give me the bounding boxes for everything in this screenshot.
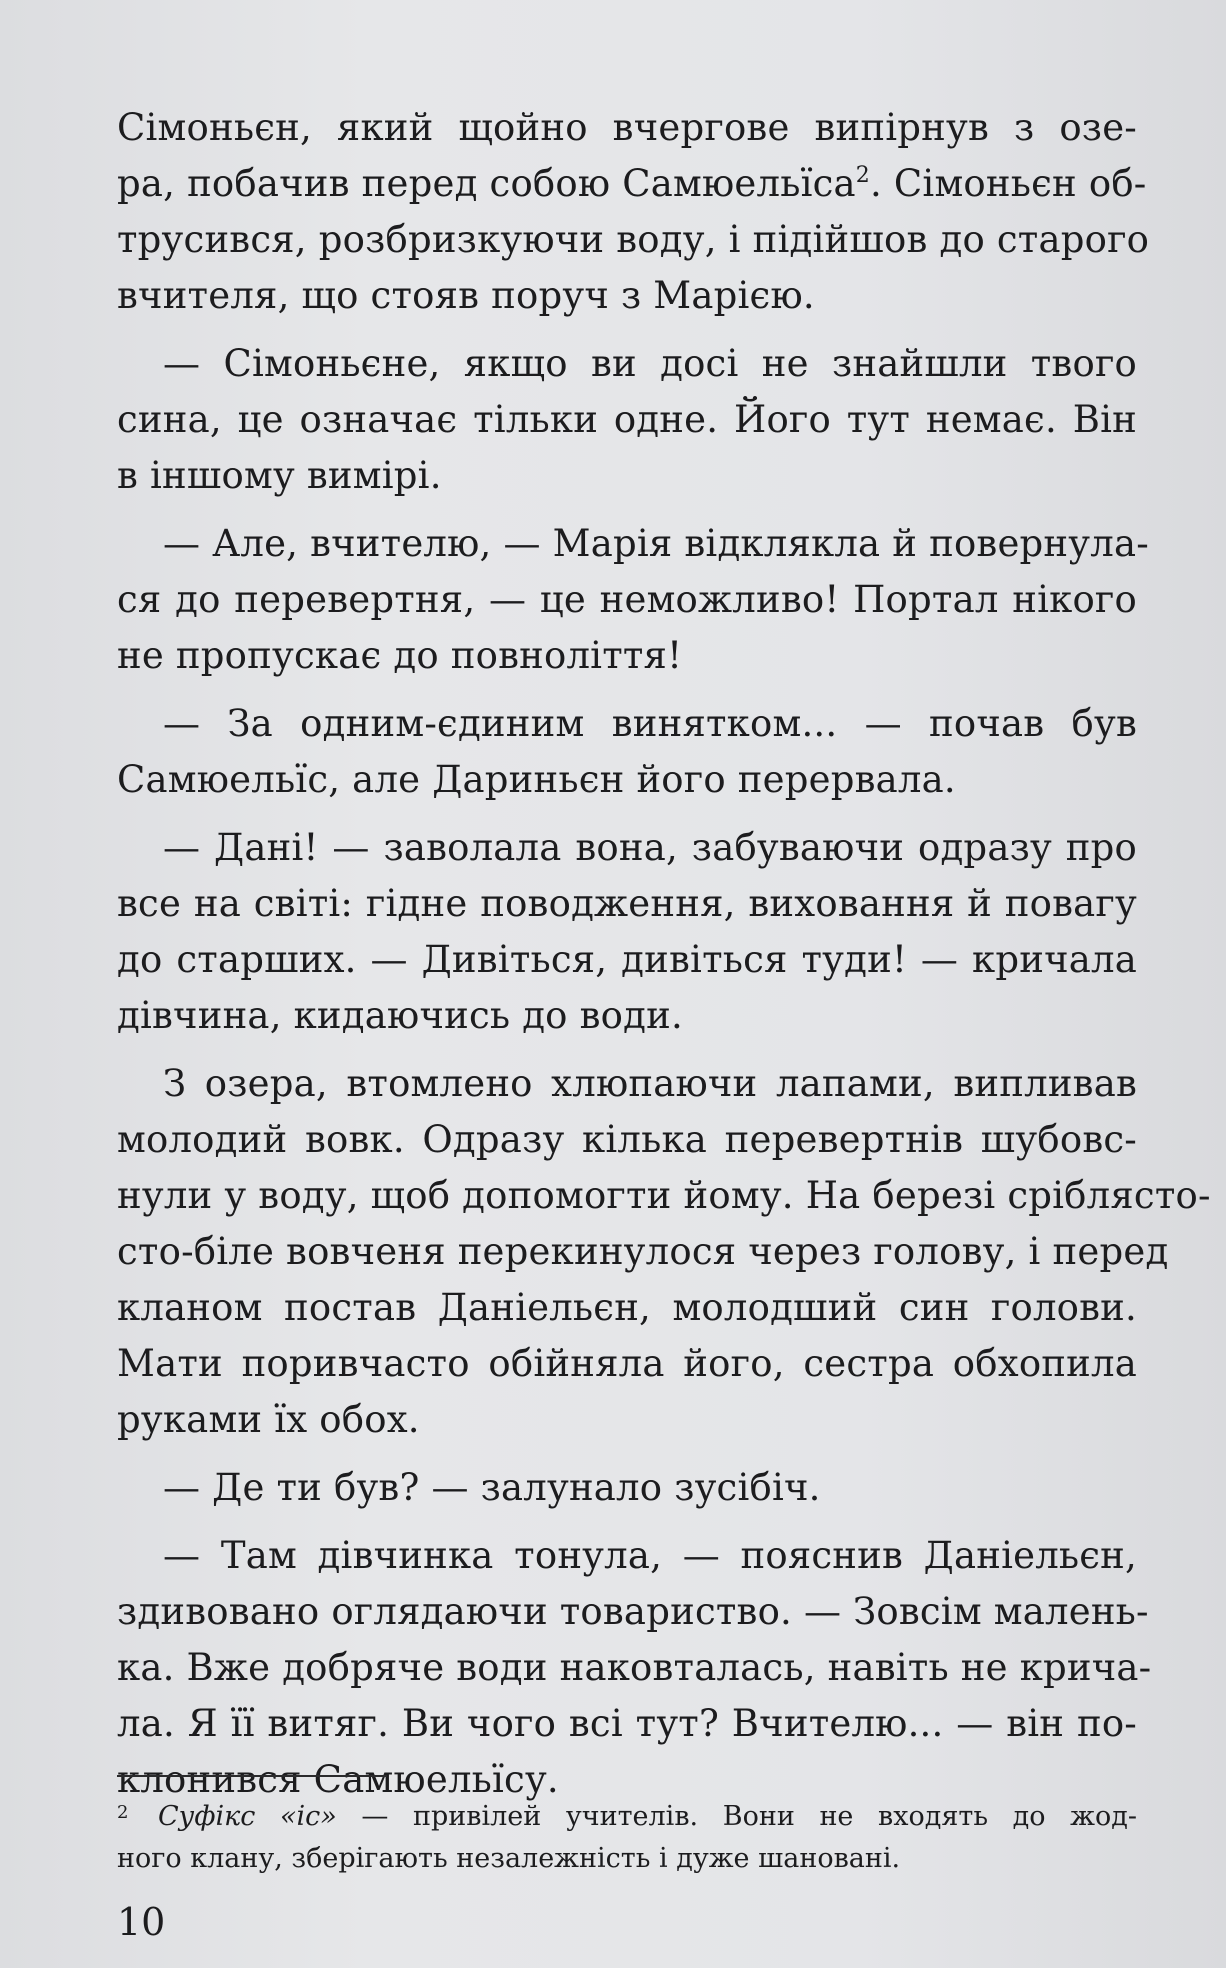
text-line: Мати поривчасто обійняла його, сестра обхопила [117,1342,1137,1385]
footnote-divider [117,1775,387,1777]
page-number: 10 [117,1900,166,1944]
text-line: до старших. — Дивіться, дивіться туди! — кричала [117,938,1137,981]
text-line: ка. Вже добряче води наковталась, навіть не крича- [117,1646,1152,1689]
text-line: руками їх обох. [117,1398,420,1441]
text-line: сина, це означає тільки одне. Його тут немає. Він [117,398,1137,441]
footnote-number: 2 [117,1802,129,1823]
text-line: трусився, розбризкуючи воду, і підійшов до старого [117,218,1150,261]
text-line: ла. Я її витяг. Ви чого всі тут? Вчителю... — він по- [117,1702,1137,1745]
text-line: сто-біле вовченя перекинулося через голову, і перед [117,1230,1169,1273]
text-line: дівчина, кидаючись до води. [117,994,683,1037]
text-line: Самюельїс, але Дариньєн його перервала. [117,758,956,801]
text-line: кланом постав Даніельєн, молодший син голови. [117,1286,1137,1329]
text-line: здивовано оглядаючи товариство. — Зовсім малень- [117,1590,1149,1633]
text-line: клонився Самюельїсу. [117,1758,559,1801]
text-line: ра, побачив перед собою Самюельїса$^2$. Сімоньєн об- [117,162,1147,205]
paragraph-6 [117,1056,1211,1448]
text-line: З озера, втомлено хлюпаючи лапами, випливав [163,1062,1137,1105]
text-line: — За одним-єдиним винятком... — почав був [163,702,1137,745]
paragraph-7 [117,1460,1137,1516]
paragraph-5 [117,820,1137,1044]
text-line: — Але, вчителю, — Марія відклякла й повернула- [163,522,1149,565]
text-line: — Там дівчинка тонула, — пояснив Даніельєн, [163,1534,1137,1577]
paragraph-1 [117,100,1150,324]
paragraph-4 [117,696,1137,808]
footnote-line: ного клану, зберігають незалежність і дуже шановані. [117,1843,901,1874]
paragraph-2 [117,336,1137,504]
text-line: — Сімоньєне, якщо ви досі не знайшли твого [163,342,1137,385]
paragraph-3 [117,516,1149,684]
text-line: — Де ти був? — залунало зусібіч. [163,1466,821,1509]
text-line: нули у воду, щоб допомогти йому. На березі сріблястo- [117,1174,1211,1217]
text-line: в іншому вимірі. [117,454,442,497]
footnote-line: 2 Суфікс «іс» — привілей учителів. Вони не входять до жод- [117,1796,1137,1838]
text-line: все на світі: гідне поводження, виховання й повагу [117,882,1137,925]
footnote [117,1796,1137,1880]
text-line: не пропускає до повноліття! [117,634,683,677]
text-line: — Дані! — заволала вона, забуваючи одразу про [163,826,1137,869]
main-text [117,100,1211,1820]
paragraph-8 [117,1528,1152,1808]
footnote-reference: 2 [855,163,870,188]
text-line: Сімоньєн, який щойно вчергове випірнув з озе- [117,106,1137,149]
text-line: молодий вовк. Одразу кілька перевертнів шубовс- [117,1118,1137,1161]
text-line: вчителя, що стояв поруч з Марією. [117,274,815,317]
text-line: ся до перевертня, — це неможливо! Портал нікого [117,578,1137,621]
footnote-term: Суфікс «іс» [158,1801,337,1832]
